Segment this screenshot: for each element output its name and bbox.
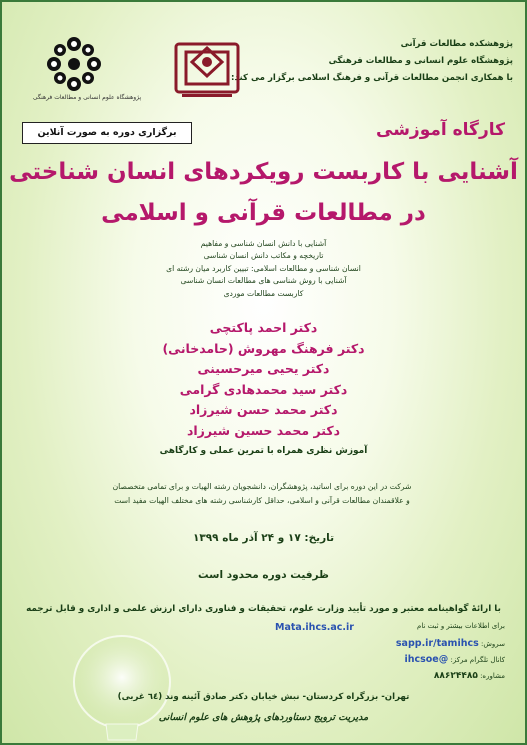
soroush-link[interactable]: sapp.ir/tamihcs	[395, 638, 479, 649]
training-note: آموزش نظری همراه با تمرین عملی و کارگاهی	[159, 446, 368, 456]
address: تهران- بزرگراه کردستان- نبش خیابان دکتر صادق آئینه وند (٦٤ غربی)	[117, 692, 410, 702]
participants-line: و علاقمندان مطالعات قرآنی و اسلامی، حداقل کارشناسی رشته های مختلف الهیات مفید است	[114, 496, 410, 505]
organizer-line: پژوهشگاه علوم انسانی و مطالعات فرهنگی	[328, 56, 513, 66]
main-title-line2: در مطالعات قرآنی و اسلامی	[101, 200, 426, 226]
topics-list	[2, 238, 525, 300]
phone-number: ۸۸۶۲۴۴۸۵	[433, 671, 478, 681]
topic-item: انسان شناسی و مطالعات اسلامی: تبیین کاربرد میان رشته ای	[166, 263, 361, 273]
topic-item: آشنایی با دانش انسان شناسی و مفاهیم	[200, 239, 327, 248]
website-link[interactable]: Mata.ihcs.ac.ir	[275, 622, 354, 633]
lightbulb-icon	[2, 612, 202, 745]
telegram-label: کانال تلگرام مرکز:	[450, 656, 505, 664]
contact-block	[205, 618, 505, 684]
topic-item: آشنایی با روش شناسی های مطالعات انسان شناسی	[180, 276, 347, 286]
logo-caption: پژوهشگاه علوم انسانی و مطالعات فرهنگی	[32, 94, 142, 101]
organizer-block	[213, 36, 513, 87]
ihcs-logo	[42, 32, 106, 96]
consult-label: مشاوره:	[480, 672, 505, 680]
organizer-line: با همکاری انجمن مطالعات قرآنی و فرهنگ اسلامی برگزار می کند:	[231, 73, 513, 83]
organizer-line: پژوهشکده مطالعات قرآنی	[400, 39, 513, 49]
participants-note	[42, 480, 482, 508]
topic-item: کاربست مطالعات موردی	[223, 288, 304, 298]
lecturer-name: دکتر سید محمدهادی گرامی	[179, 381, 348, 397]
lecturer-name: دکتر یحیی میرحسینی	[197, 361, 330, 376]
lecturer-name: دکتر فرهنگ مهروش (حامدخانی)	[162, 340, 365, 356]
capacity-note: ظرفیت دوره محدود است	[198, 569, 329, 581]
lecturer-name: دکتر محمد حسن شیرزاد	[189, 402, 338, 417]
topic-item: تاریخچه و مکاتب دانش انسان شناسی	[203, 251, 324, 261]
lecturer-name: دکتر احمد پاکتچی	[209, 320, 318, 335]
soroush-label: سروش:	[480, 640, 505, 648]
lecturer-name: دکتر محمد حسین شیرزاد	[186, 422, 341, 438]
workshop-label: کارگاه آموزشی	[376, 120, 505, 140]
course-date: تاریخ: ۱۷ و ۲۴ آذر ماه ۱۳۹۹	[192, 532, 335, 544]
footer-department: مدیریت ترویج دستاوردهای پژوهش های علوم انسانی	[158, 712, 369, 723]
certificate-note: با ارائهٔ گواهینامه معتبر و مورد تأیید وزارت علوم، تحقیقات و فناوری دارای ارزش علمی و اداری و قابل ترجمه	[26, 604, 501, 614]
online-badge: برگزاری دوره به صورت آنلاین	[22, 122, 192, 144]
participants-line: شرکت در این دوره برای اساتید، پژوهشگران، دانشجویان رشته الهیات و برای تمامی متخصصان	[112, 482, 412, 491]
info-label: برای اطلاعات بیشتر و ثبت نام	[417, 622, 505, 630]
quranic-studies-logo	[172, 42, 242, 100]
main-title-line1: آشنایی با کاربست رویکردهای انسان شناختی	[9, 159, 518, 185]
telegram-link[interactable]: @ihcsoe	[404, 654, 449, 665]
lecturers-list	[2, 318, 525, 441]
